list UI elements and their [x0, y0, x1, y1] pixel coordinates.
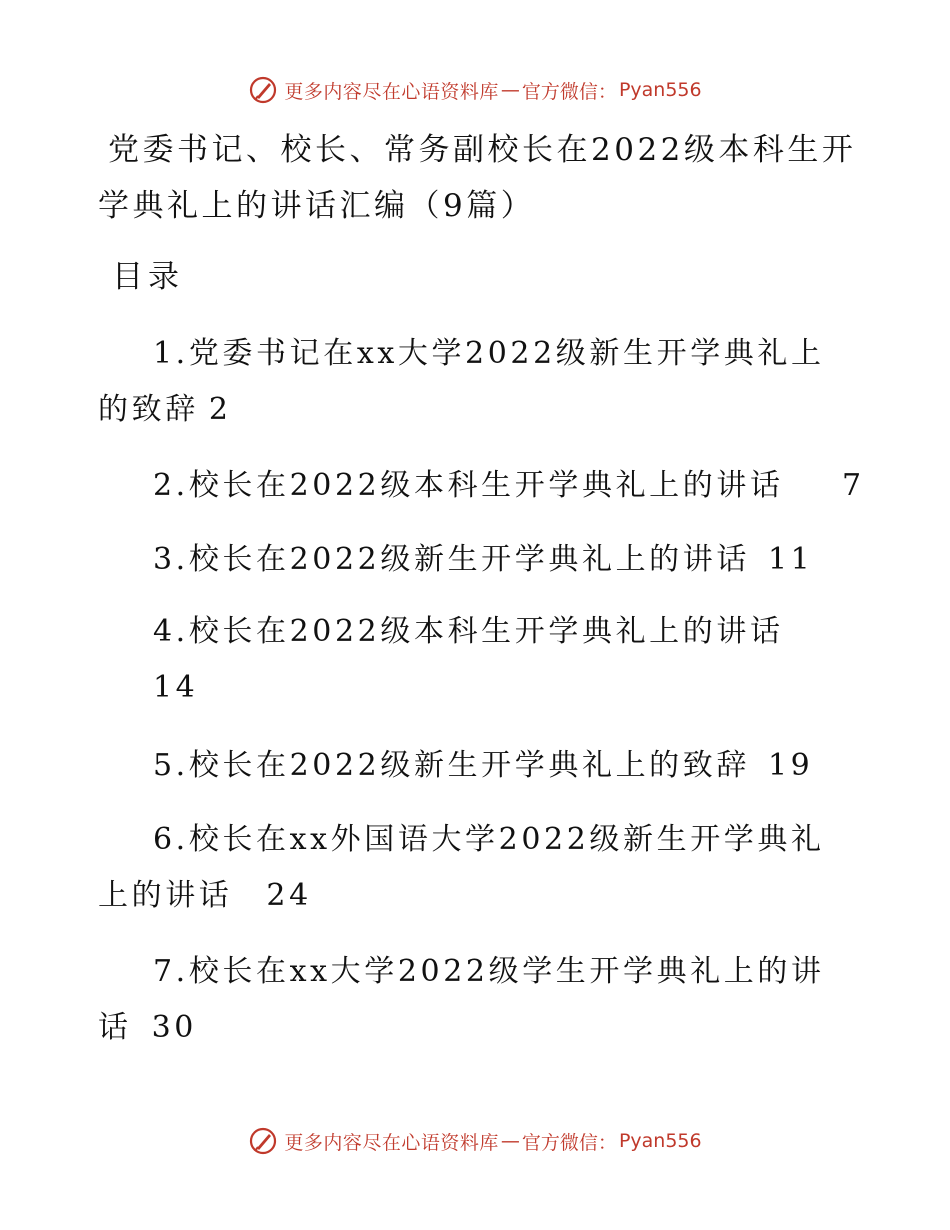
quill-logo-icon: [248, 1126, 278, 1156]
toc-item-6-line2: [98, 868, 858, 924]
toc-item-7: [98, 944, 858, 1056]
quill-logo-icon: [248, 75, 278, 105]
toc-item-5-line1: [98, 738, 858, 794]
toc-item-2: [98, 458, 865, 514]
watermark-header: [0, 70, 950, 110]
watermark-text: 更多内容尽在心语资料库: [284, 1131, 499, 1154]
title-line-2: 学典礼上的讲话汇编（9篇）: [98, 188, 536, 224]
toc-item-4: [98, 604, 858, 716]
toc-item-3-page: 11: [767, 542, 814, 577]
watermark-id: Pyan556: [618, 79, 702, 101]
toc-item-7-line2: [98, 1000, 858, 1056]
toc-item-7-title: 7.校长在xx大学2022级学生开学典礼上的讲: [153, 954, 825, 989]
toc-item-1-line2: [98, 382, 858, 438]
toc-item-5-page: 19: [767, 748, 814, 783]
toc-item-6: [98, 812, 858, 924]
toc-item-4-title: 4.校长在2022级本科生开学典礼上的讲话: [153, 614, 784, 649]
toc-item-2-title: 2.校长在2022级本科生开学典礼上的讲话: [153, 468, 784, 503]
toc-item-5-title: 5.校长在2022级新生开学典礼上的致辞: [153, 748, 750, 783]
toc-heading: 目录: [112, 259, 184, 295]
watermark-dash: —: [500, 79, 520, 101]
toc-item-6-title-cont: 上的讲话: [98, 878, 233, 913]
watermark-footer: [0, 1121, 950, 1161]
watermark-dash: —: [500, 1130, 520, 1152]
toc-item-1: [98, 326, 858, 438]
watermark-id: Pyan556: [618, 1130, 702, 1152]
toc-item-2-page: 7: [842, 468, 865, 503]
document-title: [98, 122, 858, 234]
toc-item-5: [98, 738, 858, 794]
title-line-1: 党委书记、校长、常务副校长在2022级本科生开: [108, 132, 857, 168]
toc-item-7-page: 30: [151, 1010, 197, 1045]
toc-item-6-page: 24: [266, 878, 312, 913]
toc-item-4-page: 14: [153, 670, 199, 705]
toc-item-3: [98, 532, 858, 588]
toc-item-2-line1: [98, 458, 865, 514]
toc-item-6-title: 6.校长在xx外国语大学2022级新生开学典礼: [153, 822, 825, 857]
watermark-text: 更多内容尽在心语资料库: [284, 80, 499, 103]
toc-item-1-title: 1.党委书记在xx大学2022级新生开学典礼上: [153, 336, 825, 371]
toc-item-1-title-cont: 的致辞: [98, 392, 199, 427]
toc-item-3-line1: [98, 532, 858, 588]
watermark-label: 官方微信：: [521, 1131, 617, 1154]
toc-item-3-title: 3.校长在2022级新生开学典礼上的讲话: [153, 542, 750, 577]
watermark-label: 官方微信：: [521, 80, 617, 103]
toc-item-1-page: 2: [208, 392, 232, 427]
toc-item-7-title-cont: 话: [98, 1010, 132, 1045]
